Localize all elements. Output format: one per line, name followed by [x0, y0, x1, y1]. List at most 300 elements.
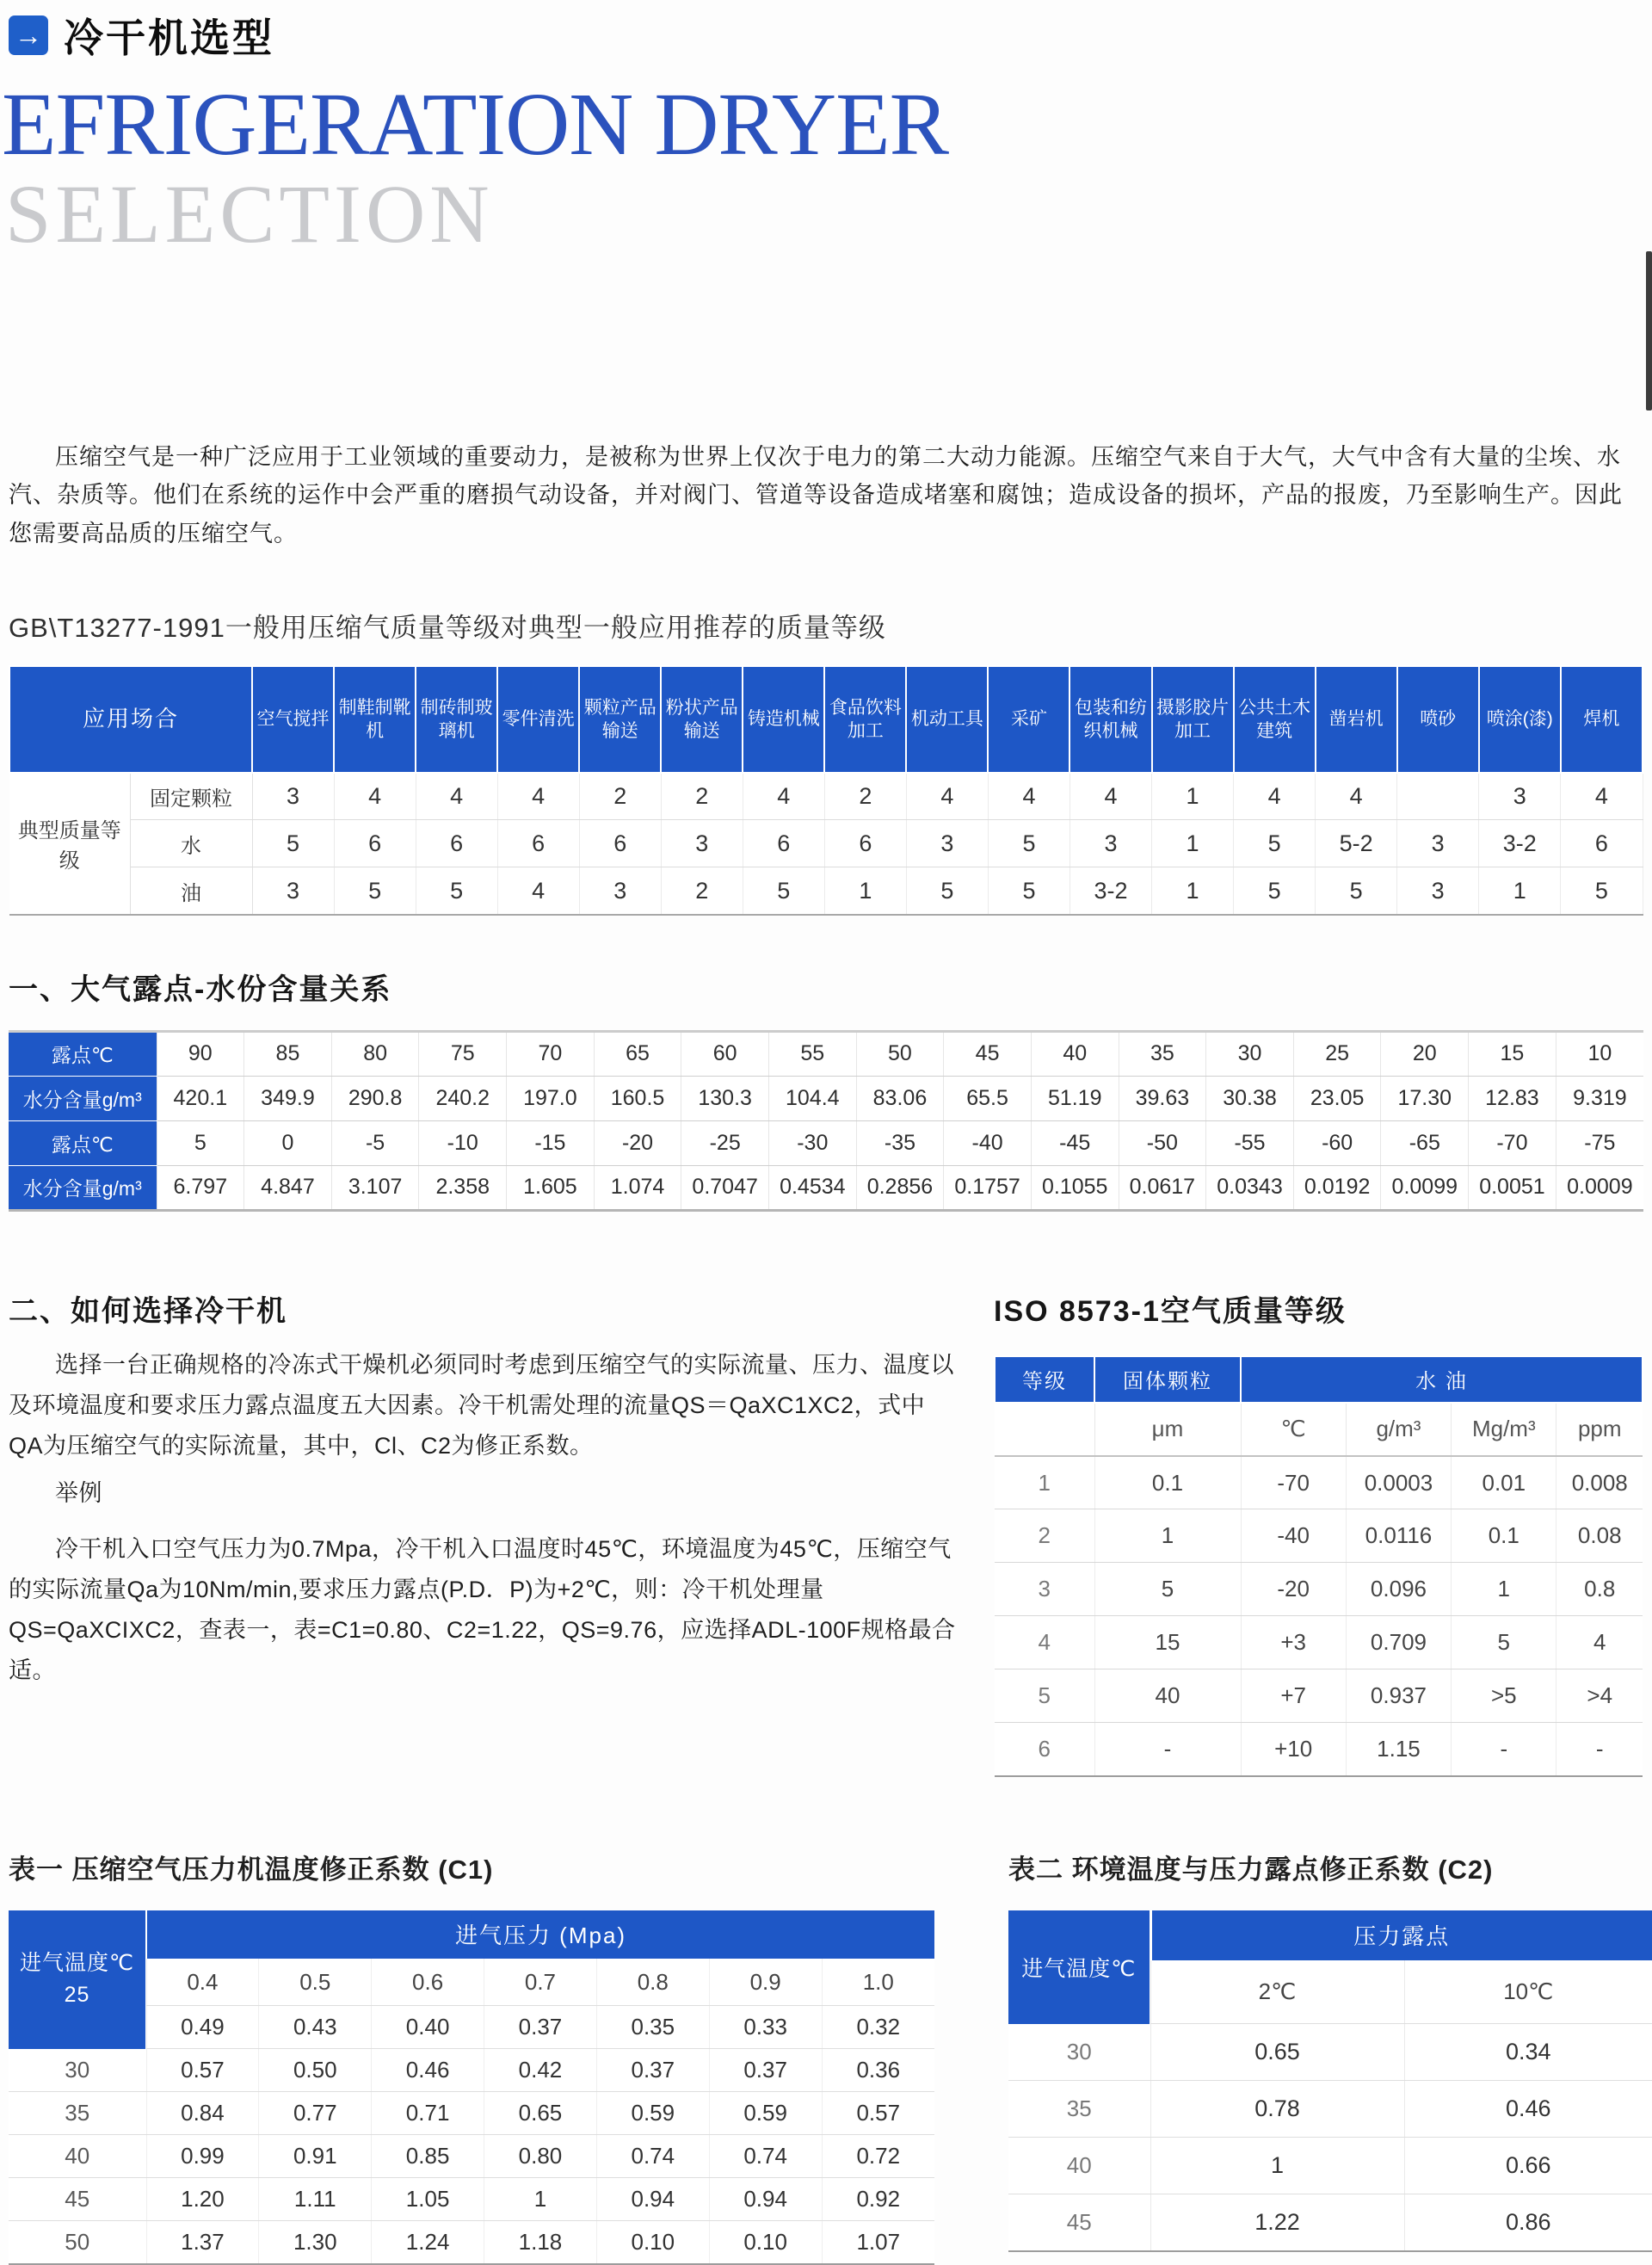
- value-cell: 0.59: [596, 2092, 709, 2135]
- value-cell: 0.91: [259, 2135, 372, 2178]
- value-cell: 0.57: [146, 2049, 259, 2092]
- column-banner: 压力露点: [1150, 1910, 1652, 1960]
- value-cell: +10: [1241, 1723, 1346, 1776]
- value-cell: 2: [824, 773, 906, 820]
- value-cell: 0.937: [1346, 1669, 1451, 1723]
- value-cell: +3: [1241, 1616, 1346, 1669]
- bottom-columns: [9, 1848, 1643, 2265]
- table-row: [9, 867, 1643, 915]
- value-cell: 5: [988, 820, 1069, 867]
- table-row: [995, 1356, 1643, 1403]
- unit-cell: [995, 1403, 1094, 1456]
- value-cell: 20: [1381, 1031, 1469, 1076]
- column-header: 食品饮料加工: [824, 666, 906, 773]
- row-label: 40: [1008, 2138, 1150, 2194]
- value-cell: 0.65: [484, 2092, 597, 2135]
- value-cell: 1.05: [372, 2178, 484, 2221]
- value-cell: 5: [988, 867, 1069, 915]
- value-cell: 0.99: [146, 2135, 259, 2178]
- value-cell: -: [1556, 1723, 1643, 1776]
- selection-paragraph: 选择一台正确规格的冷冻式干燥机必须同时考虑到压缩空气的实际流量、压力、温度以及环境温度和要求压力露点温度五大因素。冷干机需处理的流量QS＝QaXC1XC2，式中QA为压缩空气的实际流量，其中，Cl、C2为修正系数。: [9, 1351, 954, 1459]
- value-cell: 0.35: [596, 2006, 709, 2049]
- value-cell: 0.42: [484, 2049, 597, 2092]
- column-banner: 进气压力 (Mpa): [146, 1910, 934, 1959]
- value-cell: 15: [1094, 1616, 1241, 1669]
- value-cell: 0.92: [822, 2178, 934, 2221]
- value-cell: 0.77: [259, 2092, 372, 2135]
- table-row: [995, 1669, 1643, 1723]
- grade-cell: 3: [995, 1563, 1094, 1616]
- table-row: [995, 1563, 1643, 1616]
- value-cell: -: [1452, 1723, 1556, 1776]
- pressure-header: 0.8: [596, 1959, 709, 2006]
- column-header: 制砖制玻璃机: [416, 666, 497, 773]
- column-header: 摄影胶片加工: [1152, 666, 1234, 773]
- value-cell: 0.37: [484, 2006, 597, 2049]
- value-cell: 2: [661, 867, 743, 915]
- gb-quality-table: [9, 665, 1643, 916]
- value-cell: 0.34: [1404, 2024, 1652, 2081]
- value-cell: 2: [579, 773, 661, 820]
- value-cell: 35: [1119, 1031, 1206, 1076]
- value-cell: 39.63: [1119, 1076, 1206, 1120]
- value-cell: 0.37: [596, 2049, 709, 2092]
- value-cell: 0.0116: [1346, 1509, 1451, 1563]
- value-cell: -20: [594, 1120, 681, 1165]
- table-row: [9, 666, 1643, 773]
- value-cell: 6: [579, 820, 661, 867]
- table-row: [1008, 2024, 1652, 2081]
- value-cell: 0.84: [146, 2092, 259, 2135]
- value-cell: 6: [416, 820, 497, 867]
- value-cell: 65.5: [944, 1076, 1032, 1120]
- value-cell: [1397, 773, 1479, 820]
- corner-header: 进气温度℃: [1008, 1910, 1150, 2024]
- page-title: 冷干机选型: [64, 15, 274, 60]
- value-cell: 0.0192: [1293, 1165, 1381, 1210]
- table-row: [1008, 2081, 1652, 2138]
- scan-edge-artifact: [1646, 251, 1652, 410]
- value-cell: -30: [768, 1120, 856, 1165]
- value-cell: 55: [768, 1031, 856, 1076]
- value-cell: 0.65: [1150, 2024, 1404, 2081]
- value-cell: 0.32: [822, 2006, 934, 2049]
- value-cell: 5: [1234, 867, 1316, 915]
- value-cell: 0.10: [596, 2221, 709, 2264]
- section2-title: 二、如何选择冷干机: [9, 1294, 287, 1328]
- unit-cell: μm: [1094, 1403, 1241, 1456]
- value-cell: 0.01: [1452, 1456, 1556, 1509]
- value-cell: 30: [1206, 1031, 1294, 1076]
- value-cell: 4: [497, 867, 579, 915]
- column-header: 公共土木建筑: [1234, 666, 1316, 773]
- pressure-header: 0.4: [146, 1959, 259, 2006]
- table-row: [9, 1120, 1643, 1165]
- corner-first-temp: 25: [64, 1983, 90, 2008]
- table-row: [9, 820, 1643, 867]
- value-cell: -10: [419, 1120, 507, 1165]
- value-cell: 4: [334, 773, 416, 820]
- value-cell: 5: [743, 867, 824, 915]
- value-cell: 5: [416, 867, 497, 915]
- value-cell: -70: [1469, 1120, 1556, 1165]
- value-cell: 5: [1561, 867, 1643, 915]
- value-cell: 4.847: [244, 1165, 332, 1210]
- table-row: [1008, 1910, 1652, 1960]
- value-cell: 1: [1479, 867, 1561, 915]
- corner-label: 进气温度℃: [19, 1950, 135, 1975]
- value-cell: 4: [1561, 773, 1643, 820]
- value-cell: 4: [988, 773, 1069, 820]
- value-cell: -40: [944, 1120, 1032, 1165]
- value-cell: 3: [252, 867, 334, 915]
- value-cell: 0.50: [259, 2049, 372, 2092]
- table-row: [9, 2092, 934, 2135]
- column-header: 空气搅拌: [252, 666, 334, 773]
- value-cell: 4: [1069, 773, 1151, 820]
- value-cell: 1.30: [259, 2221, 372, 2264]
- value-cell: 12.83: [1469, 1076, 1556, 1120]
- value-cell: -25: [681, 1120, 769, 1165]
- grade-cell: 6: [995, 1723, 1094, 1776]
- value-cell: >4: [1556, 1669, 1643, 1723]
- table-row: [995, 1456, 1643, 1509]
- value-cell: 1.24: [372, 2221, 484, 2264]
- value-cell: 0.7047: [681, 1165, 769, 1210]
- value-cell: 160.5: [594, 1076, 681, 1120]
- value-cell: 1.20: [146, 2178, 259, 2221]
- pressure-header: 1.0: [822, 1959, 934, 2006]
- value-cell: 197.0: [507, 1076, 595, 1120]
- value-cell: 0.709: [1346, 1616, 1451, 1669]
- table-row: [1008, 2194, 1652, 2251]
- value-cell: 0.1055: [1031, 1165, 1119, 1210]
- column-header: 喷砂: [1397, 666, 1479, 773]
- value-cell: 4: [1316, 773, 1397, 820]
- table-row: [995, 1509, 1643, 1563]
- table-row: [9, 1031, 1643, 1076]
- value-cell: 40: [1031, 1031, 1119, 1076]
- value-cell: 0.86: [1404, 2194, 1652, 2251]
- row-label: 水: [130, 820, 252, 867]
- value-cell: 0.80: [484, 2135, 597, 2178]
- value-cell: 17.30: [1381, 1076, 1469, 1120]
- iso-air-quality-table: [994, 1355, 1643, 1777]
- value-cell: 50: [856, 1031, 944, 1076]
- table-row: [9, 2135, 934, 2178]
- value-cell: 1: [1152, 867, 1234, 915]
- value-cell: -: [1094, 1723, 1241, 1776]
- value-cell: 0.36: [822, 2049, 934, 2092]
- column-header: 粉状产品输送: [661, 666, 743, 773]
- value-cell: 0.1757: [944, 1165, 1032, 1210]
- value-cell: 5: [157, 1120, 244, 1165]
- row-label: 油: [130, 867, 252, 915]
- value-cell: 0: [244, 1120, 332, 1165]
- value-cell: 0.4534: [768, 1165, 856, 1210]
- value-cell: 1.22: [1150, 2194, 1404, 2251]
- unit-cell: Mg/m³: [1452, 1403, 1556, 1456]
- selection-guide-column: [9, 1287, 959, 1777]
- value-cell: 3: [1069, 820, 1151, 867]
- value-cell: 45: [944, 1031, 1032, 1076]
- dewpoint-water-table: [9, 1030, 1643, 1212]
- value-cell: 1.07: [822, 2221, 934, 2264]
- value-cell: 6: [743, 820, 824, 867]
- value-cell: 0.37: [709, 2049, 822, 2092]
- value-cell: 0.10: [709, 2221, 822, 2264]
- dewpoint-header: 10℃: [1404, 1960, 1652, 2024]
- row-label: 30: [9, 2049, 146, 2092]
- value-cell: 3: [661, 820, 743, 867]
- value-cell: 0.72: [822, 2135, 934, 2178]
- value-cell: 0.43: [259, 2006, 372, 2049]
- value-cell: 0.2856: [856, 1165, 944, 1210]
- value-cell: 0.33: [709, 2006, 822, 2049]
- value-cell: 0.74: [709, 2135, 822, 2178]
- column-header: 焊机: [1561, 666, 1643, 773]
- column-header: 颗粒产品输送: [579, 666, 661, 773]
- value-cell: 0.71: [372, 2092, 484, 2135]
- column-header: 等级: [995, 1356, 1094, 1403]
- row-label: 50: [9, 2221, 146, 2264]
- value-cell: 1: [824, 867, 906, 915]
- value-cell: 80: [331, 1031, 419, 1076]
- pressure-header: 0.9: [709, 1959, 822, 2006]
- value-cell: 4: [497, 773, 579, 820]
- value-cell: -55: [1206, 1120, 1294, 1165]
- value-cell: 0.0003: [1346, 1456, 1451, 1509]
- value-cell: 420.1: [157, 1076, 244, 1120]
- column-header: 零件清洗: [497, 666, 579, 773]
- value-cell: 1: [1150, 2138, 1404, 2194]
- table-row: [9, 1076, 1643, 1120]
- pressure-header: 0.7: [484, 1959, 597, 2006]
- value-cell: -70: [1241, 1456, 1346, 1509]
- value-cell: 40: [1094, 1669, 1241, 1723]
- iso-column: [994, 1287, 1643, 1777]
- value-cell: 3: [579, 867, 661, 915]
- row-label: 35: [9, 2092, 146, 2135]
- value-cell: 1.605: [507, 1165, 595, 1210]
- value-cell: 1: [1152, 773, 1234, 820]
- value-cell: 3: [1397, 820, 1479, 867]
- table-row: [995, 1723, 1643, 1776]
- iso-table-title: ISO 8573-1空气质量等级: [994, 1294, 1347, 1328]
- table-row: [9, 2049, 934, 2092]
- value-cell: 0.8: [1556, 1563, 1643, 1616]
- value-cell: 104.4: [768, 1076, 856, 1120]
- value-cell: 0.0617: [1119, 1165, 1206, 1210]
- grade-cell: 2: [995, 1509, 1094, 1563]
- value-cell: 0.94: [596, 2178, 709, 2221]
- intro-paragraph: 压缩空气是一种广泛应用于工业领域的重要动力，是被称为世界上仅次于电力的第二大动力能源。压缩空气来自于大气，大气中含有大量的尘埃、水汽、杂质等。他们在系统的运作中会严重的磨损气动设备，并对阀门、管道等设备造成堵塞和腐蚀；造成设备的损坏，产品的报废，乃至影响生产。因此您需要高品质的压缩空气。: [9, 444, 1623, 546]
- row-group-label: 典型质量等级: [9, 773, 130, 915]
- value-cell: 0.46: [372, 2049, 484, 2092]
- value-cell: -35: [856, 1120, 944, 1165]
- value-cell: 1.074: [594, 1165, 681, 1210]
- value-cell: +7: [1241, 1669, 1346, 1723]
- value-cell: 6.797: [157, 1165, 244, 1210]
- value-cell: 4: [1556, 1616, 1643, 1669]
- value-cell: 5: [252, 820, 334, 867]
- row-label: 45: [1008, 2194, 1150, 2251]
- example-label: 举例: [55, 1479, 102, 1506]
- value-cell: -60: [1293, 1120, 1381, 1165]
- example-paragraph: 冷干机入口空气压力为0.7Mpa，冷干机入口温度时45℃，环境温度为45℃，压缩空气的实际流量Qa为10Nm/min,要求压力露点(P.D．P)为+2℃，则：冷干机处理量QS=QaXCIXC2，查表一，表=C1=0.80、C2=1.22，QS=9.76，应选择ADL-100F规格最合适。: [9, 1535, 956, 1683]
- value-cell: 0.0009: [1556, 1165, 1643, 1210]
- section1-title: 一、大气露点-水份含量关系: [9, 972, 392, 1006]
- value-cell: 349.9: [244, 1076, 332, 1120]
- row-label: 45: [9, 2178, 146, 2221]
- value-cell: 5: [1316, 867, 1397, 915]
- column-header: 制鞋制靴机: [334, 666, 416, 773]
- value-cell: 70: [507, 1031, 595, 1076]
- value-cell: -15: [507, 1120, 595, 1165]
- value-cell: -45: [1031, 1120, 1119, 1165]
- grade-cell: 1: [995, 1456, 1094, 1509]
- value-cell: 0.78: [1150, 2081, 1404, 2138]
- column-header: 机动工具: [906, 666, 988, 773]
- value-cell: 1.11: [259, 2178, 372, 2221]
- unit-cell: g/m³: [1346, 1403, 1451, 1456]
- value-cell: 2: [661, 773, 743, 820]
- value-cell: >5: [1452, 1669, 1556, 1723]
- row-label: 固定颗粒: [130, 773, 252, 820]
- value-cell: 75: [419, 1031, 507, 1076]
- value-cell: -65: [1381, 1120, 1469, 1165]
- value-cell: 1: [1094, 1509, 1241, 1563]
- value-cell: 0.0051: [1469, 1165, 1556, 1210]
- value-cell: 85: [244, 1031, 332, 1076]
- value-cell: 5: [334, 867, 416, 915]
- table-row: [9, 2178, 934, 2221]
- value-cell: 51.19: [1031, 1076, 1119, 1120]
- value-cell: 1.37: [146, 2221, 259, 2264]
- value-cell: 3: [1397, 867, 1479, 915]
- column-header: 包装和纺织机械: [1069, 666, 1151, 773]
- value-cell: 23.05: [1293, 1076, 1381, 1120]
- title-english-line1: EFRIGERATION DRYER: [2, 75, 949, 174]
- value-cell: 0.008: [1556, 1456, 1643, 1509]
- middle-columns: [9, 1287, 1643, 1777]
- table-row: [9, 2221, 934, 2264]
- value-cell: 0.59: [709, 2092, 822, 2135]
- corner-header: [9, 1910, 146, 2049]
- c1-correction-table: [9, 1910, 934, 2265]
- table-row: [9, 773, 1643, 820]
- c1-column: [9, 1848, 934, 2265]
- value-cell: 3: [252, 773, 334, 820]
- value-cell: 0.66: [1404, 2138, 1652, 2194]
- value-cell: 1: [1152, 820, 1234, 867]
- grade-cell: 4: [995, 1616, 1094, 1669]
- value-cell: 4: [743, 773, 824, 820]
- column-header: 水 油: [1241, 1356, 1643, 1403]
- value-cell: 3.107: [331, 1165, 419, 1210]
- value-cell: -50: [1119, 1120, 1206, 1165]
- unit-cell: ℃: [1241, 1403, 1346, 1456]
- value-cell: 0.1: [1094, 1456, 1241, 1509]
- table-row: [995, 1403, 1643, 1456]
- row-label: 露点℃: [9, 1120, 157, 1165]
- column-header: 应用场合: [9, 666, 252, 773]
- value-cell: 60: [681, 1031, 769, 1076]
- arrow-icon: →: [9, 15, 48, 55]
- table-row: [9, 1910, 934, 1959]
- value-cell: 6: [824, 820, 906, 867]
- row-label: 30: [1008, 2024, 1150, 2081]
- value-cell: 0.74: [596, 2135, 709, 2178]
- value-cell: 0.40: [372, 2006, 484, 2049]
- table-row: [995, 1616, 1643, 1669]
- value-cell: 130.3: [681, 1076, 769, 1120]
- value-cell: 4: [1234, 773, 1316, 820]
- value-cell: 0.46: [1404, 2081, 1652, 2138]
- value-cell: 240.2: [419, 1076, 507, 1120]
- value-cell: -5: [331, 1120, 419, 1165]
- value-cell: 0.0099: [1381, 1165, 1469, 1210]
- value-cell: 65: [594, 1031, 681, 1076]
- value-cell: 3: [1479, 773, 1561, 820]
- value-cell: 0.49: [146, 2006, 259, 2049]
- value-cell: 0.85: [372, 2135, 484, 2178]
- value-cell: 2.358: [419, 1165, 507, 1210]
- value-cell: 1: [1452, 1563, 1556, 1616]
- value-cell: 0.1: [1452, 1509, 1556, 1563]
- value-cell: 9.319: [1556, 1076, 1643, 1120]
- value-cell: -20: [1241, 1563, 1346, 1616]
- value-cell: 5: [1094, 1563, 1241, 1616]
- value-cell: 10: [1556, 1031, 1643, 1076]
- value-cell: 30.38: [1206, 1076, 1294, 1120]
- value-cell: 25: [1293, 1031, 1381, 1076]
- value-cell: 6: [334, 820, 416, 867]
- value-cell: 5: [1234, 820, 1316, 867]
- value-cell: 6: [497, 820, 579, 867]
- c2-column: [1008, 1848, 1652, 2265]
- value-cell: 0.096: [1346, 1563, 1451, 1616]
- grade-cell: 5: [995, 1669, 1094, 1723]
- title-english-line2: SELECTION: [5, 168, 494, 261]
- column-header: 固体颗粒: [1094, 1356, 1241, 1403]
- pressure-header: 0.6: [372, 1959, 484, 2006]
- value-cell: 5: [1452, 1616, 1556, 1669]
- value-cell: 1: [484, 2178, 597, 2221]
- unit-cell: ppm: [1556, 1403, 1643, 1456]
- value-cell: -75: [1556, 1120, 1643, 1165]
- value-cell: 0.08: [1556, 1509, 1643, 1563]
- value-cell: 0.0343: [1206, 1165, 1294, 1210]
- value-cell: 90: [157, 1031, 244, 1076]
- page-header: [9, 7, 1643, 64]
- pressure-header: 0.5: [259, 1959, 372, 2006]
- value-cell: 5: [906, 867, 988, 915]
- table-row: [9, 1959, 934, 2006]
- value-cell: 3-2: [1479, 820, 1561, 867]
- value-cell: 1.15: [1346, 1723, 1451, 1776]
- value-cell: 83.06: [856, 1076, 944, 1120]
- row-label: 露点℃: [9, 1031, 157, 1076]
- value-cell: 4: [906, 773, 988, 820]
- table-row: [9, 1165, 1643, 1210]
- column-header: 喷涂(漆): [1479, 666, 1561, 773]
- row-label: 水分含量g/m³: [9, 1165, 157, 1210]
- value-cell: 15: [1469, 1031, 1556, 1076]
- c1-table-title: 表一 压缩空气压力机温度修正系数 (C1): [9, 1854, 494, 1885]
- value-cell: 6: [1561, 820, 1643, 867]
- value-cell: 4: [416, 773, 497, 820]
